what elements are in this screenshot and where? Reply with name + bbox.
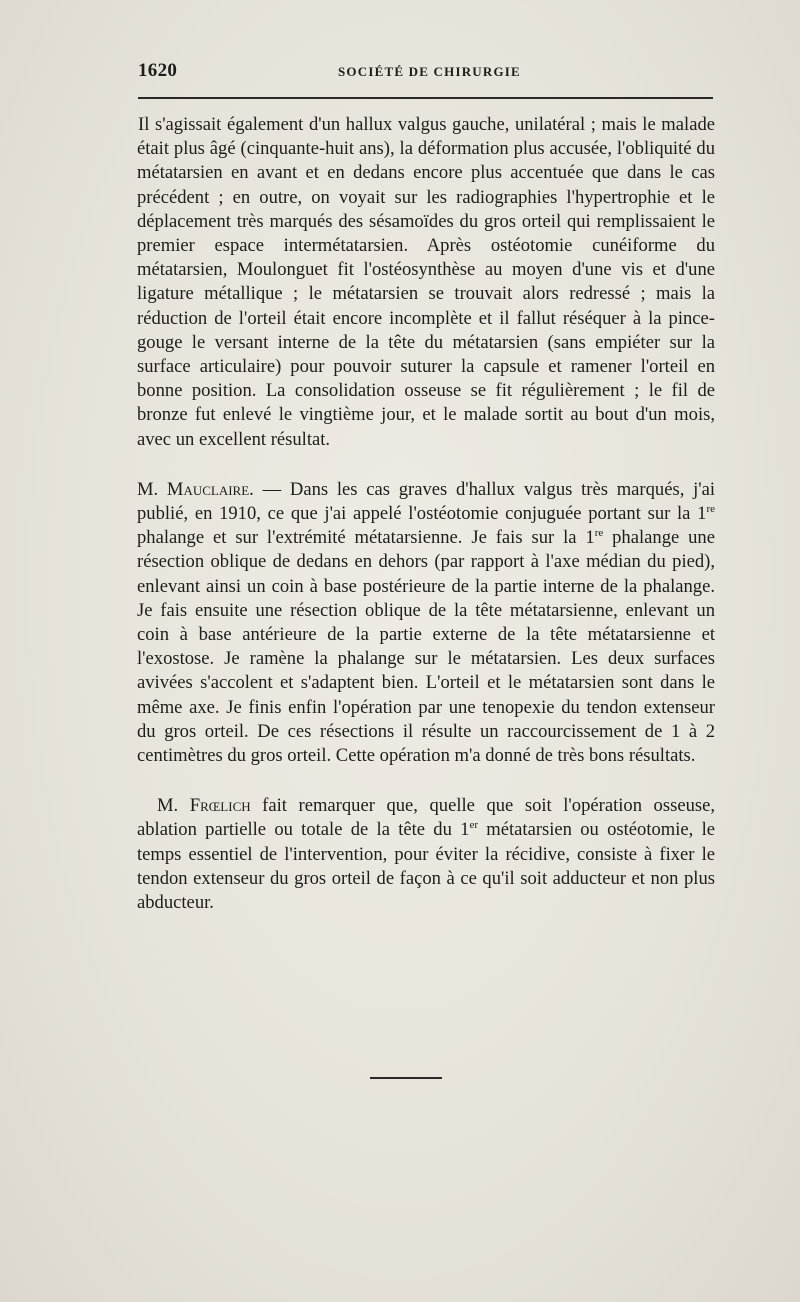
superscript: er bbox=[469, 819, 479, 832]
page-header bbox=[138, 60, 713, 82]
paragraph-text: phalange et sur l'extrémité métatarsienne. Je fais sur la 1 bbox=[137, 527, 595, 549]
paragraph-text: phalange une résection oblique de dedans en dehors (par rapport à l'axe médian du pied), enlevant ainsi un coin à base postérieure de la partie interne de la phalange. Je fais ensuite une résection oblique de la tête métatarsienne, enlevant un coin à base antérieure de la partie externe de la tête métatarsienne et l'exostose. Je ramène la phalange sur le métatarsien. Les deux surfaces avivées s'accolent et s'adaptent bien. L'orteil et le métatarsien sont dans le même axe. Je finis enfin l'opération par une tenopexie du tendon extenseur du gros orteil. De ces résections il résulte un raccourcissement de 1 à 2 centimètres du gros orteil. Cette opération m'a donné de très bons résultats. bbox=[137, 527, 715, 767]
superscript: re bbox=[706, 503, 715, 516]
paragraph-text: fait remarquer que, quelle que soit l'opération osseuse, ablation partielle ou totale de la tête du 1 bbox=[137, 795, 716, 841]
header-rule bbox=[138, 97, 713, 99]
speaker-name: M. Frœlich bbox=[157, 795, 251, 817]
paragraph-text: Dans les cas graves d'hallux valgus très marqués, j'ai publié, en 1910, ce que j'ai appelé l'ostéotomie conjuguée portant sur la 1 bbox=[137, 478, 716, 525]
section-end-rule bbox=[370, 1077, 442, 1079]
paragraph-mauclaire bbox=[137, 478, 715, 768]
paragraph-text: Il s'agissait également d'un hallux valgus gauche, unilatéral ; mais le malade était plus âgé (cinquante-huit ans), la déformation plus accusée, l'obliquité du métatarsien en avant et en dedans encore plus accentuée que dans le cas précédent ; en outre, on voyait sur les radiographies l'hypertrophie et le déplacement très marqués des sésamoïdes du gros orteil qui remplissaient le premier espace intermétatarsien. Après ostéotomie cunéiforme du métatarsien, Moulonguet fit l'ostéosynthèse au moyen d'une vis et d'une ligature métallique ; le métatarsien se trouvait alors redressé ; mais la réduction de l'orteil était encore incomplète et il fallut réséquer à la pince-gouge le versant interne de la tête du métatarsien (sans empiéter sur la surface articulaire) pour pouvoir suturer la capsule et ramener l'orteil en bonne position. La consolidation osseuse se fit régulièrement ; le fil de bronze fut enlevé le vingtième jour, et le malade sortit au bout d'un mois, avec un excellent résultat. bbox=[137, 114, 715, 450]
page-number: 1620 bbox=[138, 60, 178, 81]
running-title: SOCIÉTÉ DE CHIRURGIE bbox=[338, 64, 521, 79]
speaker-dash: — bbox=[253, 478, 290, 500]
paragraph-gap bbox=[137, 452, 715, 478]
paragraph-froelich bbox=[137, 794, 715, 915]
paragraph-moulonguet-case bbox=[137, 113, 715, 452]
paragraph-text: métatarsien ou ostéotomie, le temps essentiel de l'intervention, pour éviter la récidive, consiste à fixer le tendon extenseur du gros orteil de façon à ce qu'il soit adducteur et non plus abducteur. bbox=[137, 819, 715, 914]
speaker-name: M. Mauclaire. bbox=[137, 478, 254, 500]
paragraph-gap bbox=[137, 768, 715, 794]
body-text bbox=[137, 113, 715, 915]
superscript: re bbox=[594, 527, 604, 540]
